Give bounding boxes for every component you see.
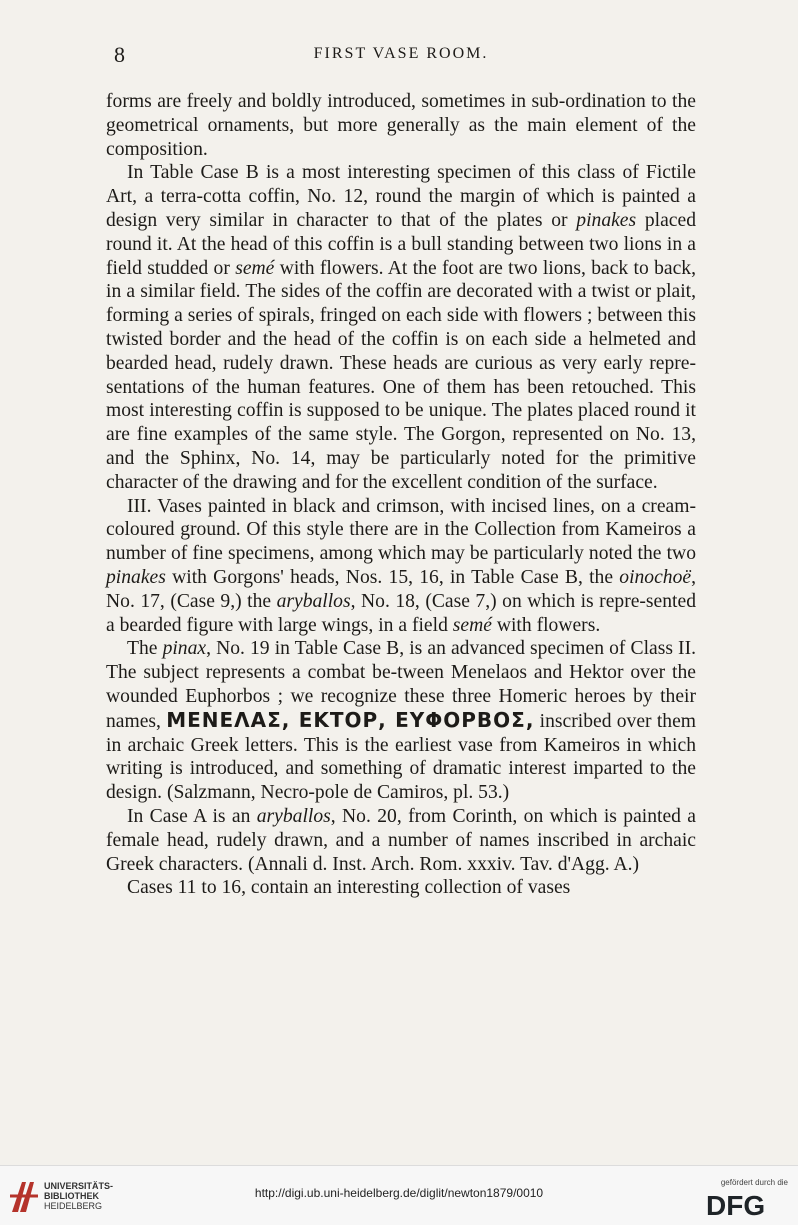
paragraph-4: The pinax, No. 19 in Table Case B, is an advanced specimen of Class II. The subject represents a combat be-tween Menelaos and Hektor over the wounded Euphorbos ; we recognize these three Homeric heroes by their names, ΜΕΝΕΛΑΣ, ΕΚΤΟΡ, ΕΥΦΟΡΒΟΣ, inscribed over them in archaic Greek letters. This is the earliest vase from Kameiros in which writing is introduced, and something of dramatic interest imparted to the design. (Salzmann, Necro-pole de Camiros, pl. 53.) bbox=[106, 638, 697, 804]
source-url-link[interactable]: http://digi.ub.uni-heidelberg.de/diglit/newton1879/0010 bbox=[254, 1186, 544, 1200]
italic-term: oinochoë bbox=[619, 566, 692, 588]
paragraph-1: forms are freely and boldly introduced, sometimes in sub-ordination to the geometrical ornaments, but more generally as the main element of the composition. bbox=[106, 91, 696, 160]
italic-term: pinakes bbox=[576, 209, 637, 231]
page-header bbox=[106, 40, 696, 70]
italic-term: pinax bbox=[162, 638, 207, 660]
page-number: 8 bbox=[114, 42, 125, 67]
paragraph-5: In Case A is an aryballos, No. 20, from Corinth, on which is painted a female head, rudely drawn, and a number of names inscribed in archaic Greek characters. (Annali d. Inst. Arch. Rom. xxxiv. Tav. d'Agg. A.) bbox=[106, 805, 696, 875]
dfg-logo-icon[interactable] bbox=[706, 1190, 788, 1218]
greek-inscription: ΜΕΝΕΛΑΣ, ΕΚΤΟΡ, ΕΥΦΟΡΒΟΣ, bbox=[166, 707, 535, 732]
dfg-logo-text: DFG bbox=[706, 1190, 766, 1218]
paragraph-2: In Table Case B is a most interesting specimen of this class of Fictile Art, a terra-cotta coffin, No. 12, round the margin of which is painted a design very similar in character to that of the plates or pinakes placed round it. At the head of this coffin is a bull standing between two lions in a field studded or semé with flowers. At the foot are two lions, back to back, in a similar field. The sides of the coffin are decorated with a twist or plait, forming a series of spirals, fringed on each side with flowers ; between this twisted border and the head of the coffin is on each side a helmeted and bearded head, rudely drawn. These heads are curious as very early repre-sentations of the human features. One of them has been retouched. This most interesting coffin is supposed to be unique. The plates placed round it are fine examples of the same style. The Gorgon, represented on No. 13, and the Sphinx, No. 14, may be particularly noted for the primitive character of the drawing and for the excellent condition of the surface. bbox=[106, 162, 696, 493]
university-library-name[interactable]: UNIVERSITÄTS- BIBLIOTHEK HEIDELBERG bbox=[44, 1181, 114, 1211]
paragraph-3: III. Vases painted in black and crimson, with incised lines, on a cream-coloured ground. Of this style there are in the Collection from Kameiros a number of fine specimens, among which may be particularly noted the two pinakes with Gorgons' heads, Nos. 15, 16, in Table Case B, the oinochoë, No. 17, (Case 9,) the aryballos, No. 18, (Case 7,) on which is repre-sented a bearded figure with large wings, in a field semé with flowers. bbox=[106, 495, 696, 636]
italic-term: aryballos bbox=[256, 805, 331, 827]
italic-term: semé bbox=[452, 614, 492, 636]
running-title: FIRST VASE ROOM. bbox=[313, 45, 489, 62]
body-text bbox=[106, 90, 696, 900]
paragraph-6: Cases 11 to 16, contain an interesting collection of vases bbox=[127, 877, 571, 899]
digitization-footer bbox=[0, 1165, 798, 1225]
italic-term: pinakes bbox=[106, 566, 166, 588]
italic-term: aryballos bbox=[276, 590, 351, 612]
italic-term: semé bbox=[235, 257, 275, 279]
sponsor-label: gefördert durch die bbox=[720, 1178, 788, 1187]
